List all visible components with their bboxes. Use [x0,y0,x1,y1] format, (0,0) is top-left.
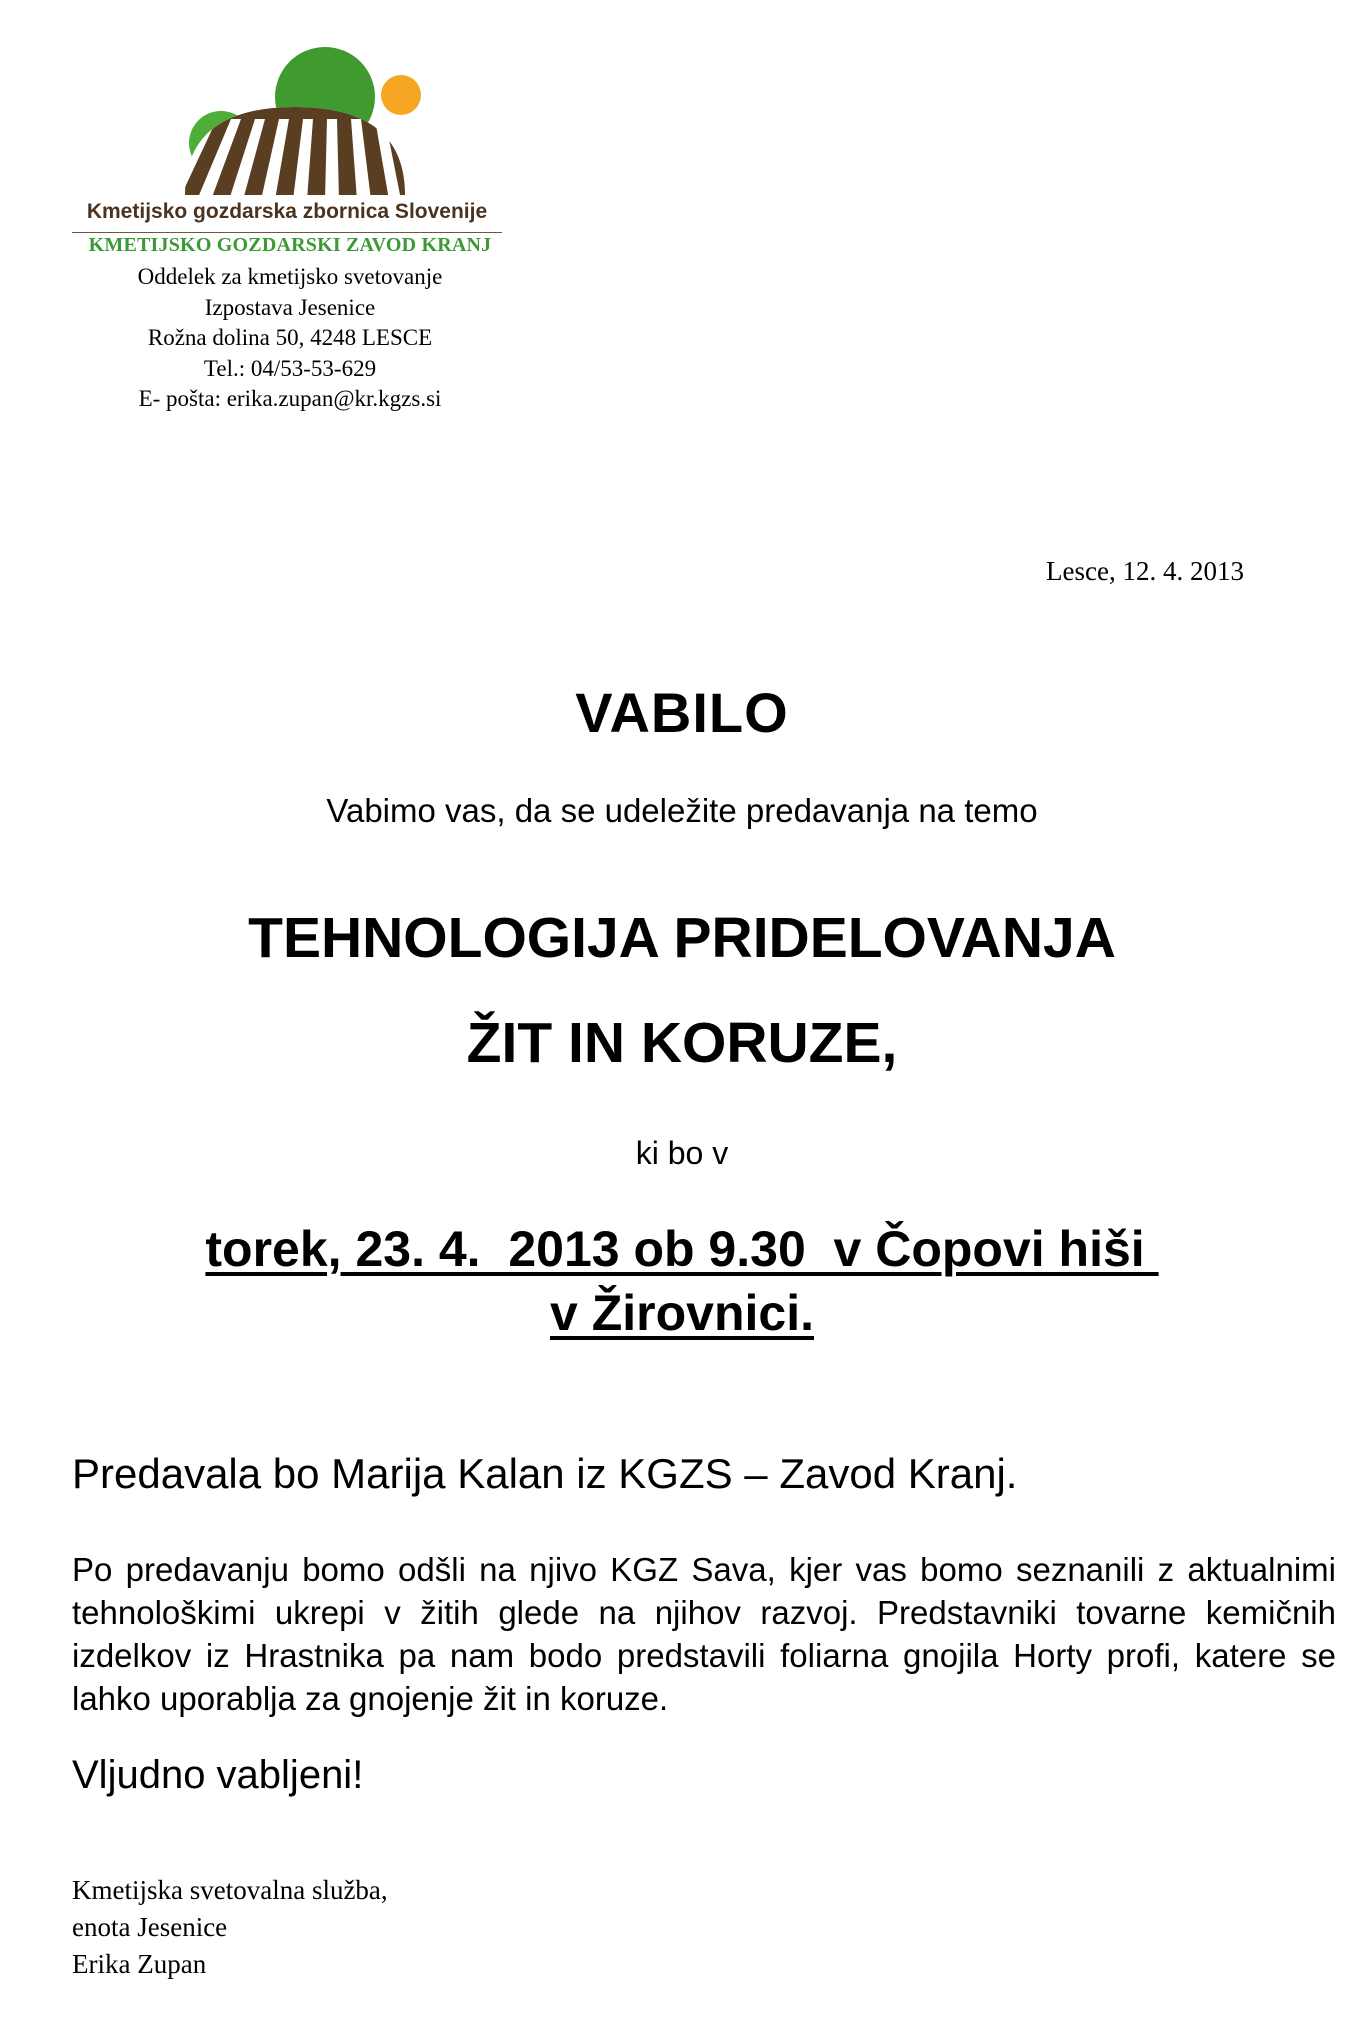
invitation-title: VABILO [575,681,789,744]
address-line: Tel.: 04/53-53-629 [203,355,377,381]
address-line: Rožna dolina 50, 4248 LESCE [147,325,433,350]
signature-line: Erika Zupan [72,1949,207,1979]
address-line: E- pošta: erika.zupan@kr.kgzs.si [138,386,442,411]
date-line: Lesce, 12. 4. 2013 [1046,556,1244,586]
letterhead-divider [72,232,502,233]
signature-line: Kmetijska svetovalna služba, [72,1875,388,1905]
details-paragraph: Po predavanju bomo odšli na njivo KGZ Sava, kjer vas bomo seznanili z aktualnimi tehnološkimi ukrepi v žitih glede na njihov razvoj. Predstavniki tovarne kemičnih izdelkov iz Hrastnika pa nam bodo predstavili foliarna gnojila Horty profi, katere se lahko uporablja za gnojenje žit in koruze. [72,1551,1336,1717]
lecturer-text: Predavala bo Marija Kalan iz KGZS – Zavod Kranj. [72,1450,1018,1497]
logo-orange-circle [381,75,421,115]
address-line: Oddelek za kmetijsko svetovanje [137,264,443,289]
ki-bo-text: ki bo v [635,1135,729,1171]
topic-line-2: ŽIT IN KORUZE, [466,1011,898,1075]
event-line-1: torek, 23. 4. 2013 ob 9.30 v Čopovi hiši [205,1221,1159,1277]
event-line-2: v Žirovnici. [550,1285,814,1341]
closing-text: Vljudno vabljeni! [72,1753,364,1797]
signature-line: enota Jesenice [72,1912,228,1942]
address-line: Izpostava Jesenice [204,294,376,320]
kgzs-logo [175,35,425,200]
org-name: Kmetijsko gozdarska zbornica Slovenije [86,200,488,223]
topic-line-1: TEHNOLOGIJA PRIDELOVANJA [248,906,1116,970]
institute-name: KMETIJSKO GOZDARSKI ZAVOD KRANJ [88,234,492,256]
intro-text: Vabimo vas, da se udeležite predavanja na temo [326,792,1038,829]
address-block [60,262,520,415]
signature-block [72,1872,388,1983]
